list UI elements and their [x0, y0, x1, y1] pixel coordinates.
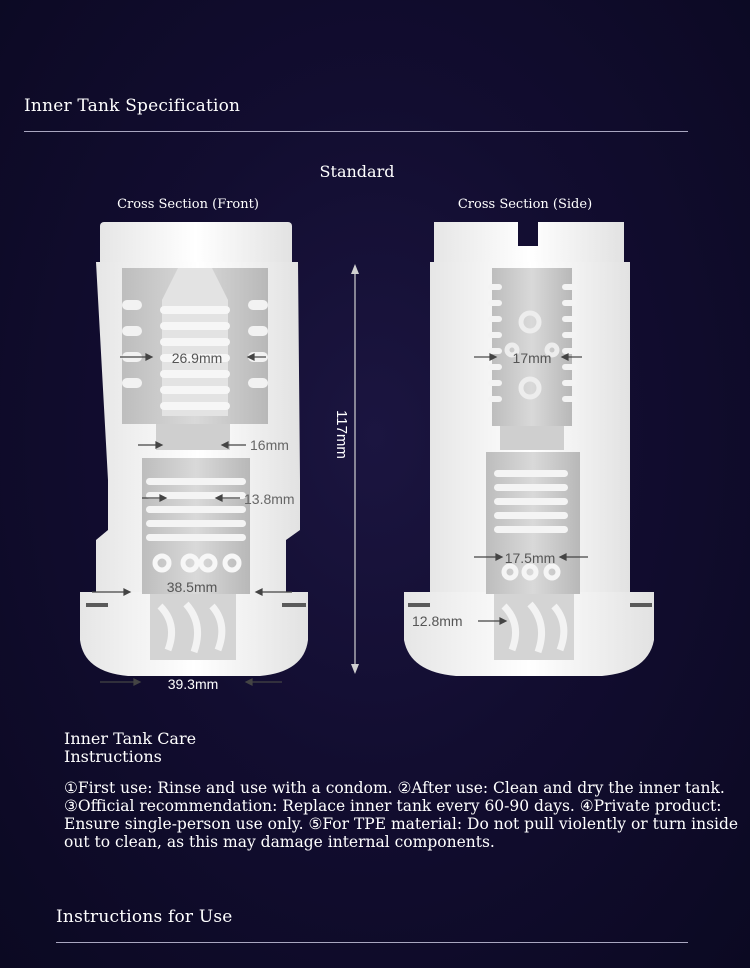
front-upper-width-label: 26.9mm	[171, 350, 223, 366]
care-instructions	[64, 779, 744, 851]
side-base-width-label: 12.8mm	[412, 613, 463, 629]
care-line-2: ③Official recommendation: Replace inner tank every 60-90 days. ④Private product:	[64, 797, 722, 815]
side-lower-width-label: 17.5mm	[504, 550, 556, 566]
next-section-title: Instructions for Use	[56, 907, 233, 927]
front-base-outer-label: 39.3mm	[167, 676, 219, 692]
care-title-line1: Inner Tank Care	[64, 729, 197, 748]
front-cross-section	[80, 222, 308, 692]
section-title: Inner Tank Specification	[24, 96, 241, 116]
front-neck-label: 16mm	[250, 437, 289, 453]
front-lower-width-label: 13.8mm	[244, 491, 295, 507]
front-base-inner-label: 38.5mm	[166, 579, 218, 595]
care-line-1: ①First use: Rinse and use with a condom. ②After use: Clean and dry the inner tank.	[64, 779, 725, 797]
side-cross-section	[404, 222, 654, 676]
side-upper-width-label: 17mm	[512, 350, 552, 366]
next-section-divider	[56, 942, 688, 943]
care-line-3: Ensure single-person use only. ⑤For TPE material: Do not pull violently or turn inside	[64, 815, 739, 833]
care-title-line2: Instructions	[64, 747, 162, 766]
side-view-label: Cross Section (Side)	[457, 197, 593, 212]
care-line-4: out to clean, as this may damage internal components.	[64, 833, 495, 851]
front-view-label: Cross Section (Front)	[117, 197, 259, 212]
height-dimension	[333, 264, 359, 674]
height-label: 117mm	[333, 410, 350, 459]
variant-label: Standard	[319, 162, 395, 181]
care-title	[64, 730, 196, 766]
